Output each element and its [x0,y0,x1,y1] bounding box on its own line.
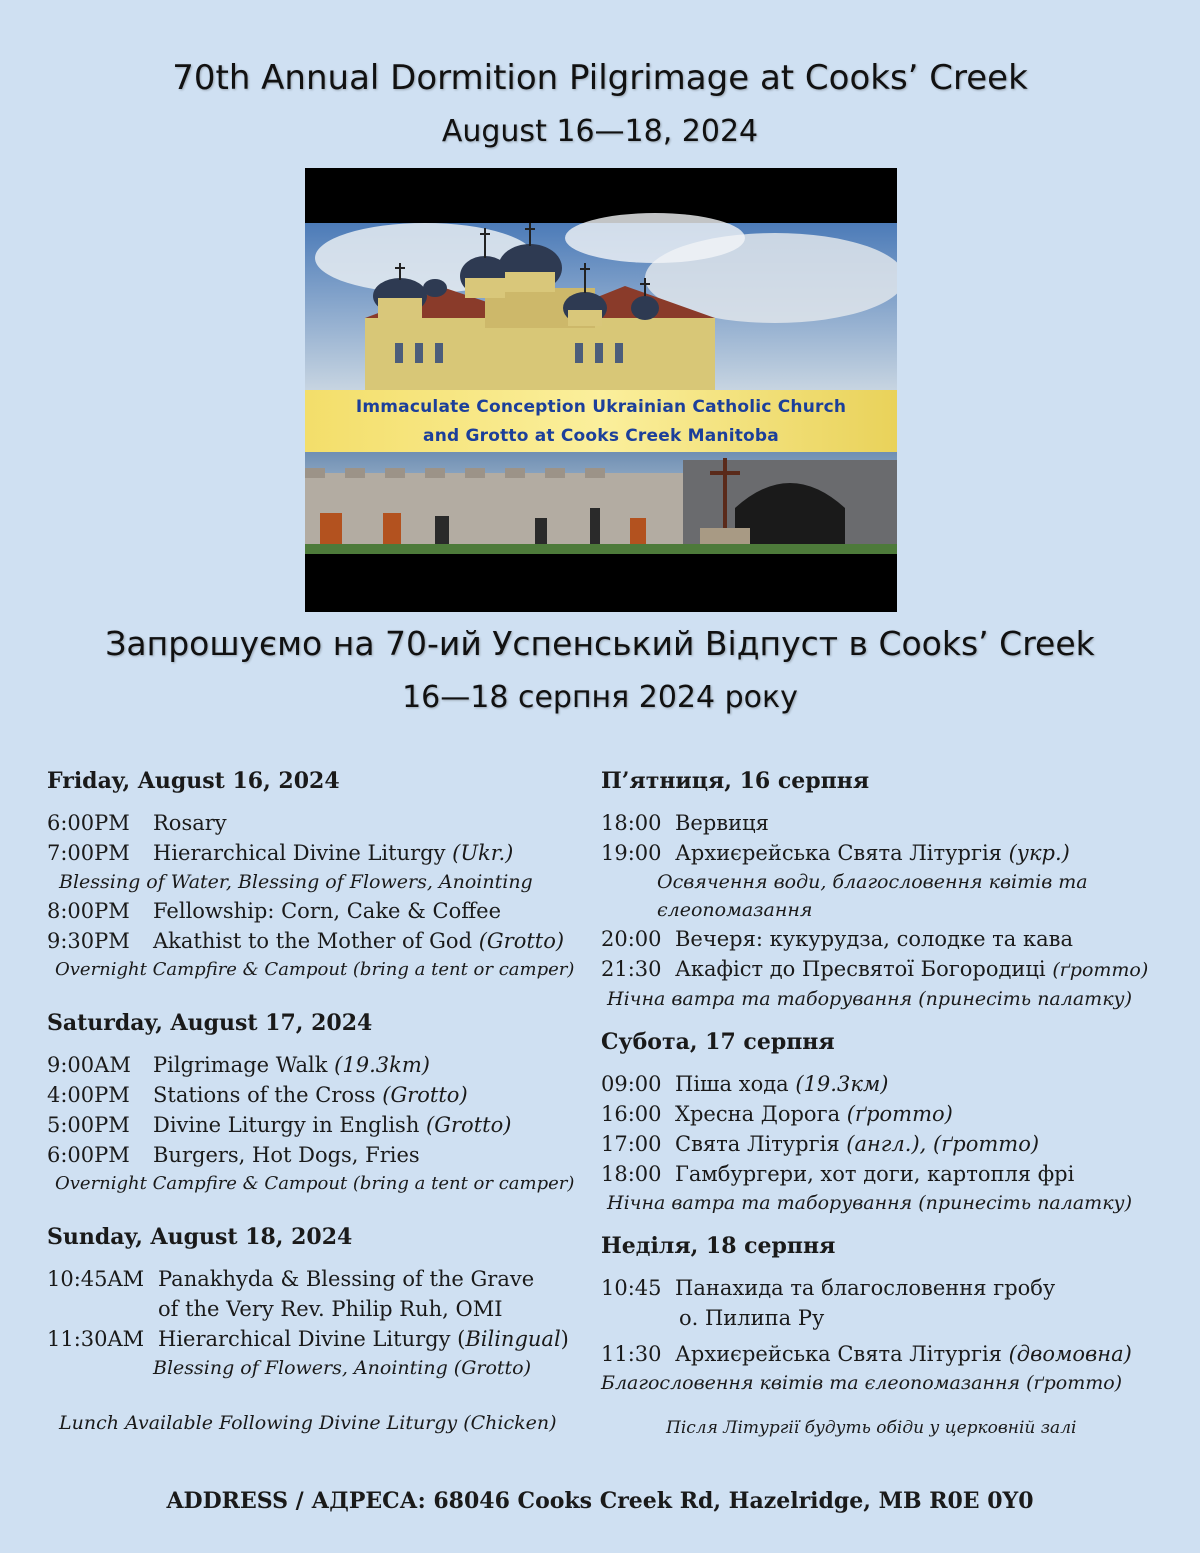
item-time: 11:30AM [47,1327,145,1351]
item-time: 10:45 [601,1276,662,1300]
item-note: (ґротто) [846,1102,953,1126]
item-time: 8:00PM [47,899,130,923]
item-note: (ґротто) [1052,959,1149,981]
day-heading: П’ятниця, 16 серпня [601,768,870,794]
item-note: (англ.), (ґротто) [846,1132,1040,1156]
item-text: Burgers, Hot Dogs, Fries [153,1143,420,1167]
church-illustration [305,168,897,612]
item-time: 09:00 [601,1072,662,1096]
item-text: Архиєрейська Свята Літургія [675,1342,1002,1366]
item-time: 20:00 [601,927,662,951]
schedule-item [601,808,1171,838]
event-dates-ukrainian: 16—18 серпня 2024 року [402,680,798,715]
day-heading: Субота, 17 серпня [601,1029,835,1055]
item-note: (Grotto) [426,1113,512,1137]
item-text: Піша хода [675,1072,789,1096]
schedule-ukrainian [601,768,1171,1397]
item-note: (19.3km) [334,1053,430,1077]
schedule-item [601,1129,1171,1159]
item-subnote: Благословення квітів та єлеопомазання (ґротто) [601,1372,1123,1394]
schedule-item [47,1080,587,1110]
address: ADDRESS / АДРЕСА: 68046 Cooks Creek Rd, Hazelridge, MB R0E 0Y0 [166,1488,1034,1514]
item-text: Stations of the Cross [153,1083,376,1107]
item-subnote: Нічна ватра та таборування (принесіть палатку) [607,988,1132,1010]
item-note: (Grotto) [382,1083,468,1107]
schedule-item [47,896,587,926]
item-text: Гамбургери, хот доги, картопля фрі [675,1162,1075,1186]
item-text: Pilgrimage Walk [153,1053,328,1077]
item-time: 5:00PM [47,1113,130,1137]
item-time: 16:00 [601,1102,662,1126]
photo-banner-line-2: and Grotto at Cooks Creek Manitoba [423,426,779,446]
item-time: 9:00AM [47,1053,131,1077]
item-text: Вечеря: кукурудза, солодке та кава [675,927,1073,951]
item-time: 18:00 [601,1162,662,1186]
item-time: 18:00 [601,811,662,835]
page-title: 70th Annual Dormition Pilgrimage at Cooks’ Creek [172,58,1028,98]
item-text: Panakhyda & Blessing of the Grave [158,1267,535,1291]
item-text: Akathist to the Mother of God [153,929,473,953]
item-time: 4:00PM [47,1083,130,1107]
schedule-item [47,1140,587,1170]
schedule-item [47,1324,587,1354]
schedule-english [47,768,587,1382]
schedule-item [47,808,587,838]
item-subnote: Blessing of Water, Blessing of Flowers, Anointing [59,871,533,893]
schedule-item [601,1159,1171,1189]
item-subnote: Blessing of Flowers, Anointing (Grotto) [153,1357,532,1379]
item-time: 6:00PM [47,1143,130,1167]
item-note: (19.3км) [795,1072,889,1096]
schedule-item [47,926,587,956]
item-subnote: Overnight Campfire & Campout (bring a tent or camper) [55,959,575,980]
item-time: 19:00 [601,841,662,865]
item-text: Вервиця [675,811,769,835]
item-time: 7:00PM [47,841,130,865]
schedule-item [601,954,1171,985]
event-dates: August 16—18, 2024 [441,114,759,149]
lunch-note-ukrainian: Після Літургії будуть обіди у церковній залі [666,1418,1077,1438]
page-title-ukrainian: Запрошуємо на 70-ий Успенський Відпуст в Cooks’ Creek [105,624,1095,663]
item-subnote: Overnight Campfire & Campout (bring a tent or camper) [55,1173,575,1194]
photo-banner-line-1: Immaculate Conception Ukrainian Catholic Church [355,397,847,417]
item-time: 11:30 [601,1342,662,1366]
day-heading: Saturday, August 17, 2024 [47,1010,373,1036]
item-text: Hierarchical Divine Liturgy [153,841,446,865]
item-text: Rosary [153,811,227,835]
item-text: Hierarchical Divine Liturgy ( [158,1327,466,1351]
item-note: Bilingual [465,1327,561,1351]
item-note: (Grotto) [478,929,565,953]
item-time: 21:30 [601,957,662,981]
schedule-item [601,1273,1171,1303]
item-text: Свята Літургія [675,1132,840,1156]
schedule-item [47,838,587,868]
item-subnote: єлеопомазання [657,899,813,921]
item-note: (укр.) [1008,841,1070,865]
item-subnote: Нічна ватра та таборування (принесіть палатку) [607,1192,1132,1214]
item-text: Divine Liturgy in English [153,1113,420,1137]
item-time: 17:00 [601,1132,662,1156]
schedule-item [601,838,1171,868]
day-heading: Sunday, August 18, 2024 [47,1224,353,1250]
item-subnote: Освячення води, благословення квітів та [657,871,1088,893]
lunch-note: Lunch Available Following Divine Liturgy (Chicken) [59,1412,557,1434]
item-text: Хресна Дорога [675,1102,841,1126]
item-time: 9:30PM [47,929,130,953]
item-continuation: о. Пилипа Ру [679,1306,825,1330]
item-text: Fellowship: Corn, Cake & Coffee [153,899,502,923]
schedule-item [47,1264,587,1294]
item-note: (Ukr.) [452,841,514,865]
item-note: (двомовна) [1008,1342,1132,1366]
schedule-item [47,1050,587,1080]
schedule-item [47,1110,587,1140]
day-heading: Неділя, 18 серпня [601,1233,836,1259]
item-time: 10:45AM [47,1267,145,1291]
schedule-item [601,1099,1171,1129]
item-text-close: ) [560,1327,569,1351]
item-text: Акафіст до Пресвятої Богородиці [675,957,1046,981]
item-text: Архиєрейська Свята Літургія [675,841,1002,865]
item-text: Панахида та благословення гробу [675,1276,1056,1300]
schedule-item [601,1069,1171,1099]
item-time: 6:00PM [47,811,130,835]
day-heading: Friday, August 16, 2024 [47,768,340,794]
schedule-item [601,1339,1171,1369]
schedule-item [601,924,1171,954]
item-continuation: of the Very Rev. Philip Ruh, OMI [158,1297,503,1321]
church-photo [305,168,897,612]
